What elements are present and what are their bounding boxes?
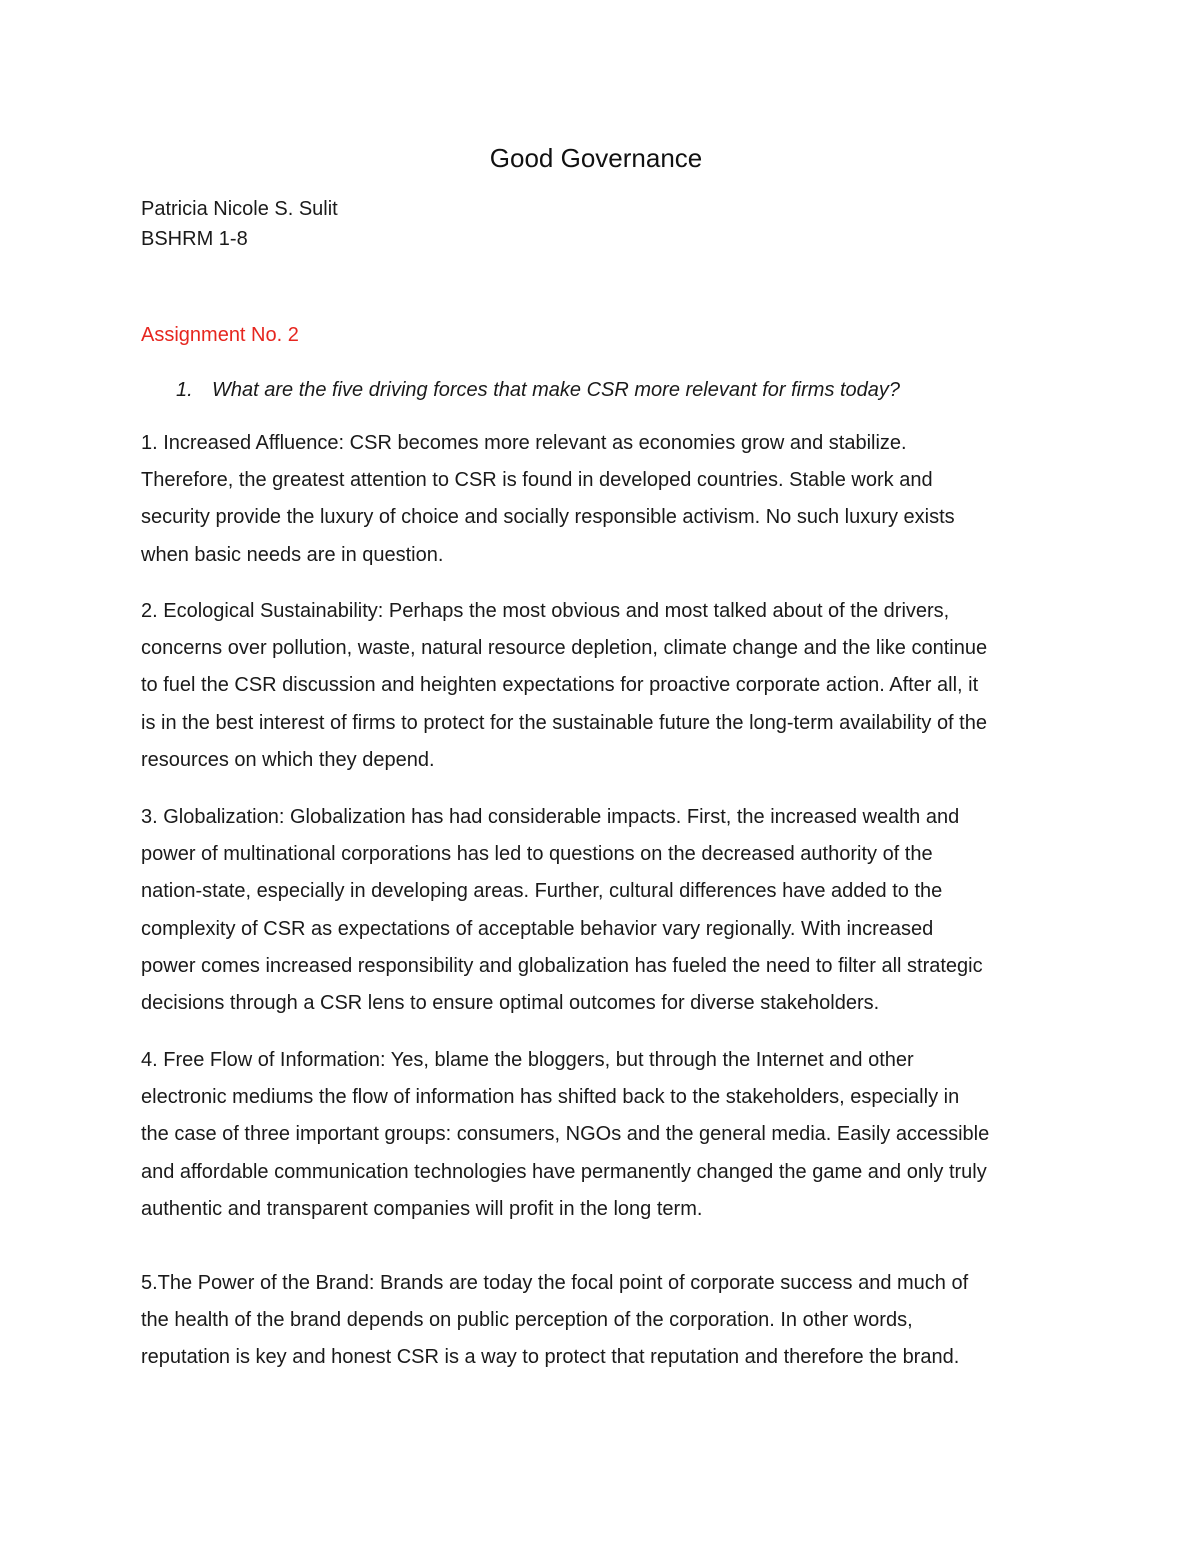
answer-paragraph-5 (141, 1265, 1061, 1377)
paragraph-line: decisions through a CSR lens to ensure optimal outcomes for diverse stakeholders. (141, 992, 880, 1015)
paragraph-line: complexity of CSR as expectations of acceptable behavior vary regionally. With increased (141, 917, 934, 940)
paragraph-line: Therefore, the greatest attention to CSR is found in developed countries. Stable work and (141, 469, 933, 492)
paragraph-line: nation-state, especially in developing areas. Further, cultural differences have added to the (141, 880, 943, 903)
paragraph-line: 3. Globalization: Globalization has had considerable impacts. First, the increased wealth and (141, 806, 960, 828)
paragraph-line: 1. Increased Affluence: CSR becomes more relevant as economies grow and stabilize. (141, 432, 907, 454)
question-text: What are the five driving forces that make CSR more relevant for firms today? (212, 379, 901, 401)
paragraph-line: the case of three important groups: consumers, NGOs and the general media. Easily accessible (141, 1123, 990, 1146)
paragraph-line: when basic needs are in question. (141, 543, 444, 566)
paragraph-line: power comes increased responsibility and globalization has fueled the need to filter all strategic (141, 954, 983, 977)
paragraph-line: to fuel the CSR discussion and heighten expectations for proactive corporate action. After all, it (141, 674, 979, 697)
paragraph-line: security provide the luxury of choice and socially responsible activism. No such luxury exists (141, 506, 955, 529)
paragraph-line: authentic and transparent companies will profit in the long term. (141, 1197, 703, 1220)
question-item (176, 375, 900, 405)
paragraph-line: and affordable communication technologies have permanently changed the game and only truly (141, 1160, 987, 1183)
document-title: Good Governance (489, 143, 703, 173)
class-section: BSHRM 1-8 (141, 228, 248, 250)
answer-paragraph-3 (141, 799, 1061, 1022)
paragraph-line: 4. Free Flow of Information: Yes, blame the bloggers, but through the Internet and other (141, 1049, 914, 1071)
paragraph-line: power of multinational corporations has led to questions on the decreased authority of the (141, 843, 933, 866)
paragraph-line: resources on which they depend. (141, 748, 435, 771)
paragraph-line: concerns over pollution, waste, natural resource depletion, climate change and the like continue (141, 637, 988, 660)
paragraph-line: the health of the brand depends on public perception of the corporation. In other words, (141, 1309, 913, 1332)
paragraph-line: reputation is key and honest CSR is a way to protect that reputation and therefore the brand. (141, 1346, 960, 1369)
paragraph-line: 5.The Power of the Brand: Brands are today the focal point of corporate success and much of (141, 1272, 969, 1294)
author-block (141, 194, 338, 254)
answer-paragraph-1 (141, 425, 1061, 574)
assignment-heading: Assignment No. 2 (141, 324, 299, 346)
question-number: 1. (176, 379, 193, 401)
author-name: Patricia Nicole S. Sulit (141, 198, 338, 220)
paragraph-line: electronic mediums the flow of information has shifted back to the stakeholders, especially in (141, 1086, 960, 1109)
answer-paragraph-4 (141, 1042, 1061, 1228)
paragraph-line: is in the best interest of firms to protect for the sustainable future the long-term availability of the (141, 711, 987, 734)
answer-paragraph-2 (141, 593, 1061, 779)
paragraph-line: 2. Ecological Sustainability: Perhaps the most obvious and most talked about of the drivers, (141, 600, 950, 622)
